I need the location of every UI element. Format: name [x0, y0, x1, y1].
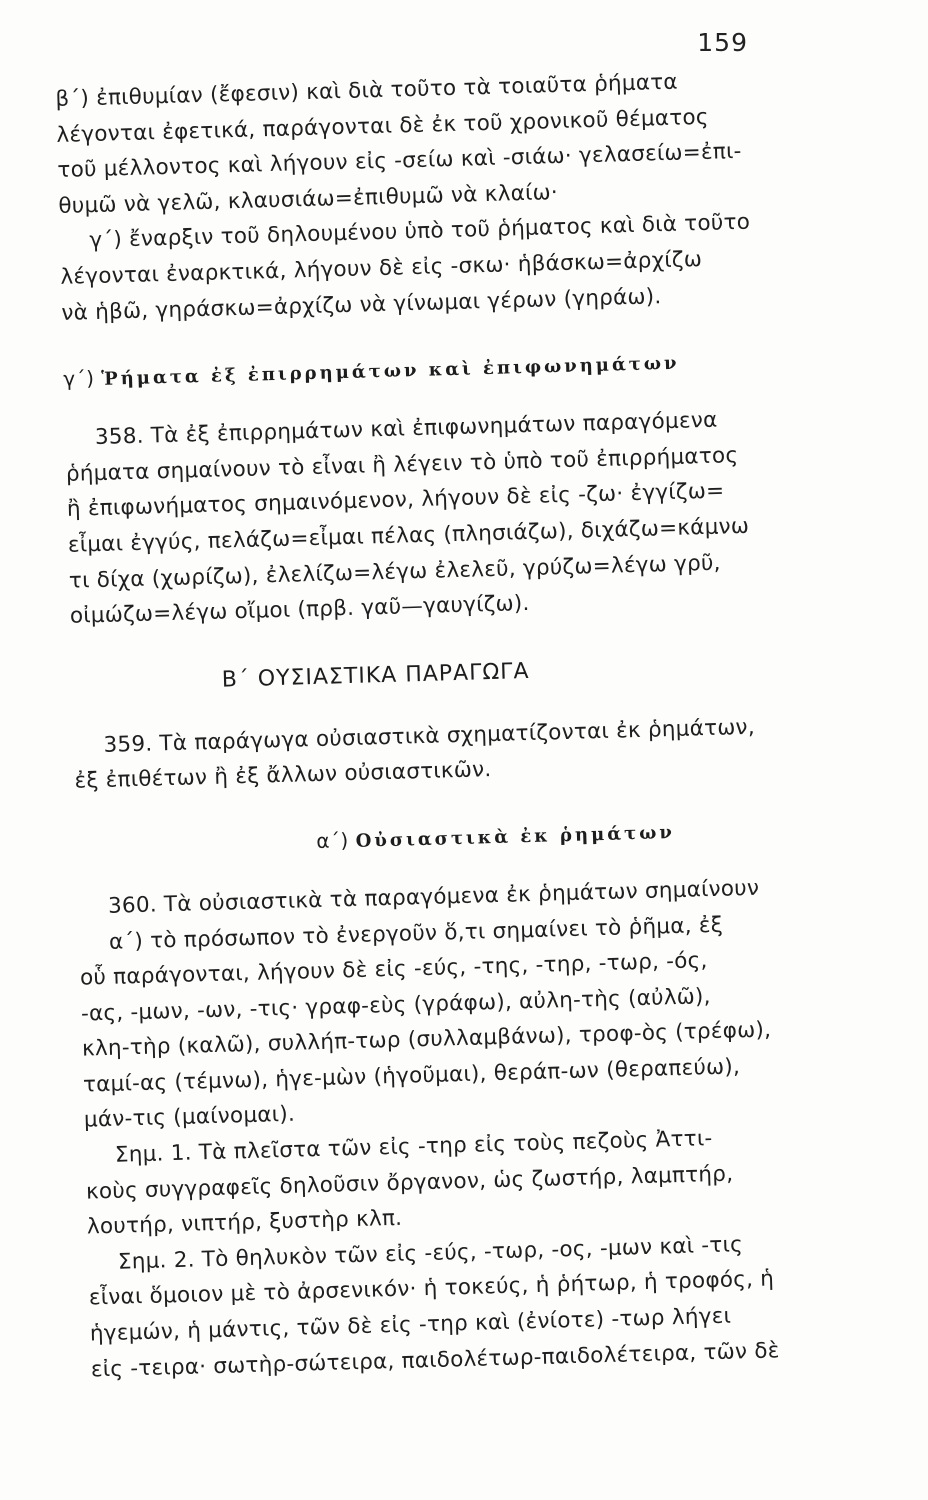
note-2-line: Σημ. 2. Τὸ θηλυκὸν τῶν εἰς -εύς, -τωρ, -ος, -μων καὶ -τις: [117, 1232, 744, 1275]
note-2-line: εἰς -τειρα· σωτὴρ-σώτειρα, παιδολέτωρ-παιδολέτειρα, τῶν δὲ: [90, 1337, 780, 1383]
note-1-line: λουτήρ, νιπτήρ, ξυστὴρ κλπ.: [86, 1206, 403, 1240]
para-360-line: οὗ παράγονται, λήγουν δὲ εἰς -εύς, -της, -τηρ, -τωρ, -ός,: [79, 948, 708, 991]
text-line: νὰ ἡβῶ, γηράσκω=ἀρχίζω νὰ γίνωμαι γέρων (γηράω).: [61, 283, 662, 326]
para-360-line: ταμί-ας (τέμνω), ἡγε-μὼν (ἡγοῦμαι), θεράπ-ων (θεραπεύω),: [82, 1054, 741, 1098]
text-line: τοῦ μέλλοντος καὶ λήγουν εἰς -σείω καὶ -σιάω· γελασείω=ἐπι-: [57, 139, 742, 184]
para-360-line: κλη-τὴρ (καλῶ), συλλήπ-τωρ (συλλαμβάνω), τροφ-ὸς (τρέφω),: [81, 1017, 772, 1062]
subheading-g-title: Ῥήματα ἐξ ἐπιρρημάτων καὶ ἐπιφωνημάτων: [101, 352, 680, 390]
subheading-a-prefix: α΄): [315, 828, 350, 853]
note-1-line: κοὺς συγγραφεῖς δηλοῦσιν ὄργανον, ὡς ζωστήρ, λαμπτήρ,: [85, 1161, 734, 1205]
para-360-line: 360. Τὰ οὐσιαστικὰ τὰ παραγόμενα ἐκ ῥημάτων σημαίνουν: [107, 875, 760, 919]
note-2-line: εἶναι ὅμοιον μὲ τὸ ἀρσενικόν· ἡ τοκεύς, ἡ ῥήτωρ, ἡ τροφός, ἡ: [88, 1266, 775, 1311]
para-358-line: ῥήματα σημαίνουν τὸ εἶναι ἢ λέγειν τὸ ὑπὸ τοῦ ἐπιρρήματος: [65, 442, 739, 487]
text-line: β΄) ἐπιθυμίαν (ἔφεσιν) καὶ διὰ τοῦτο τὰ τοιαῦτα ῥήματα: [55, 69, 679, 112]
text-line: λέγονται ἐφετικά, παράγονται δὲ ἐκ τοῦ χρονικοῦ θέματος: [56, 104, 710, 148]
subheading-a-title: Οὐσιαστικὰ ἐκ ῥημάτων: [355, 821, 676, 852]
text-line: γ΄) ἔναρξιν τοῦ δηλουμένου ὑπὸ τοῦ ῥήματος καὶ διὰ τοῦτο: [89, 210, 751, 254]
para-358-line: εἶμαι ἐγγύς, πελάζω=εἶμαι πέλας (πλησιάζω), διχάζω=κάμνω: [67, 513, 750, 558]
text-line: θυμῶ νὰ γελῶ, κλαυσιάω=ἐπιθυμῶ νὰ κλαίω·: [58, 179, 559, 219]
page-number: 159: [697, 28, 748, 57]
note-2-line: ἡγεμών, ἡ μάντις, τῶν δὲ εἰς -τηρ καὶ (ἐνίοτε) -τωρ λήγει: [89, 1303, 732, 1347]
note-1-line: Σημ. 1. Τὰ πλεῖστα τῶν εἰς -τηρ εἰς τοὺς πεζοὺς Ἀττι-: [114, 1126, 713, 1168]
para-358-line: 358. Τὰ ἐξ ἐπιρρημάτων καὶ ἐπιφωνημάτων παραγόμενα: [94, 407, 718, 451]
para-359-line: 359. Τὰ παράγωγα οὐσιαστικὰ σχηματίζονται ἐκ ῥημάτων,: [103, 714, 756, 758]
para-358-line: οἰμώζω=λέγω οἴμοι (πρβ. γαῦ—γαυγίζω).: [69, 591, 530, 629]
para-358-line: τι δίχα (χωρίζω), ἐλελίζω=λέγω ἐλελεῦ, γρύζω=λέγω γρῦ,: [68, 550, 722, 594]
text-line: λέγονται ἐναρκτικά, λήγουν δὲ εἰς -σκω· ἡβάσκω=ἀρχίζω: [60, 246, 703, 290]
para-360-line: α΄) τὸ πρόσωπον τὸ ἐνεργοῦν ὅ,τι σημαίνει τὸ ῥῆμα, ἐξ: [108, 912, 724, 955]
subheading-g-prefix: γ΄): [62, 366, 95, 392]
para-360-line: -ας, -μων, -ων, -τις· γραφ-εὺς (γράφω), αὐλη-τὴς (αὐλῶ),: [80, 983, 712, 1027]
subheading-a: [76, 808, 837, 865]
para-360-line: μάν-τις (μαίνομαι).: [83, 1102, 296, 1134]
subheading-g: [63, 340, 824, 397]
page-body: [55, 61, 851, 1388]
section-heading-b: Β΄ ΟΥΣΙΑΣΤΙΚΑ ΠΑΡΑΓΩΓΑ: [221, 658, 530, 693]
para-358-line: ἢ ἐπιφωνήματος σημαινόμενον, λήγουν δὲ εἰς -ζω· ἐγγίζω=: [66, 478, 725, 523]
para-359-line: ἐξ ἐπιθέτων ἢ ἐξ ἄλλων οὐσιαστικῶν.: [74, 757, 492, 795]
